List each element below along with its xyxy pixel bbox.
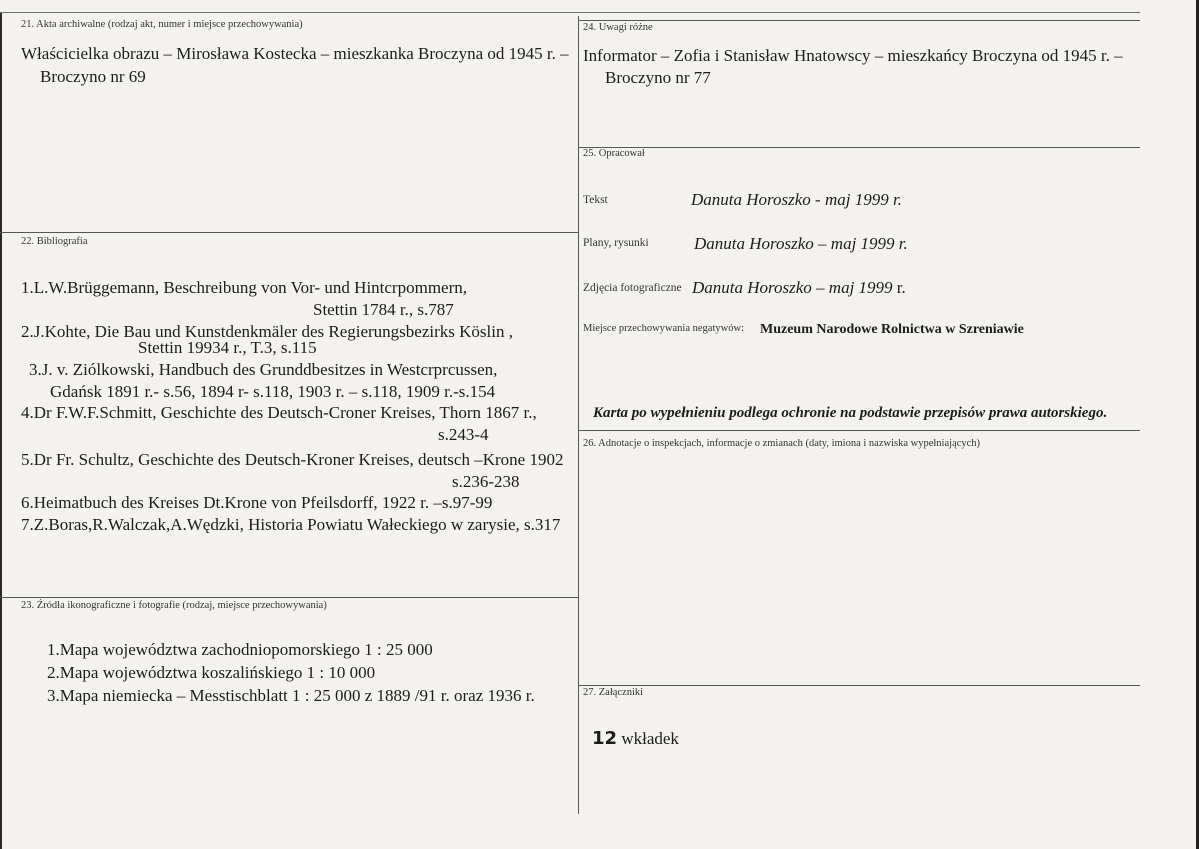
attachments-number: 12 — [592, 728, 618, 749]
bibliography-entry: 6.Heimatbuch des Kreises Dt.Krone von Pfeilsdorff, 1922 r. –s.97-99 — [21, 493, 493, 512]
zdjecia-author — [692, 276, 906, 299]
tekst-author: Danuta Horoszko - maj 1999 r. — [691, 190, 902, 209]
bibliography-entry: Stettin 1784 r., s.787 — [313, 300, 454, 319]
section-23-label: 23. Źródła ikonograficzne i fotografie (rodzaj, miejsce przechowywania) — [21, 600, 327, 611]
bibliography-entry: Gdańsk 1891 r.- s.56, 1894 r- s.118, 1903 r. – s.118, 1909 r.-s.154 — [50, 382, 496, 401]
column-divider — [578, 16, 579, 814]
zdjecia-author-name: Danuta Horoszko – maj 1999 — [692, 278, 893, 297]
bibliography-entry: 4.Dr F.W.F.Schmitt, Geschichte des Deutsch-Croner Kreises, Thorn 1867 r., — [21, 403, 537, 422]
copyright-notice: Karta po wypełnieniu podlega ochronie na podstawie przepisów prawa autorskiego. — [593, 405, 1108, 421]
bibliography-entry: 3.J. v. Ziólkowski, Handbuch des Grunddbesitzes in Westcrprcussen, — [29, 360, 498, 379]
attachments-text: wkładek — [617, 729, 679, 748]
zdjecia-author-suffix: r. — [892, 278, 906, 297]
section-26-label: 26. Adnotacje o inspekcjach, informacje o zmianach (daty, imiona i nazwiska wypełniających) — [583, 438, 981, 449]
section-21-line-1: Właścicielka obrazu – Mirosława Kostecka – mieszkanka Broczyna od 1945 r. – — [21, 44, 569, 63]
tekst-label: Tekst — [583, 194, 608, 206]
section-24-line-1: Informator – Zofia i Stanisław Hnatowscy – mieszkańcy Broczyna od 1945 r. – — [583, 46, 1123, 65]
attachments-count — [592, 727, 679, 750]
divider-24-25 — [578, 147, 1140, 148]
zdjecia-label: Zdjęcia fotograficzne — [583, 282, 682, 294]
section-25-label: 25. Opracował — [583, 148, 645, 159]
bibliography-entry: Stettin 19934 r., T.3, s.115 — [138, 338, 317, 357]
divider-25-26 — [578, 430, 1140, 431]
bibliography-entry: s.243-4 — [438, 425, 489, 444]
section-27-label: 27. Załączniki — [583, 687, 644, 698]
section-24-line-2: Broczyno nr 77 — [605, 68, 711, 87]
divider-26-27 — [578, 685, 1140, 686]
section-21-label: 21. Akta archiwalne (rodzaj akt, numer i miejsce przechowywania) — [21, 19, 303, 30]
plany-author: Danuta Horoszko – maj 1999 r. — [694, 234, 908, 253]
bibliography-entry: 1.L.W.Brüggemann, Beschreibung von Vor- und Hintcrpommern, — [21, 278, 468, 297]
frame-top-border — [0, 12, 1140, 13]
divider-top-right — [578, 20, 1140, 21]
section-24-label: 24. Uwagi różne — [583, 22, 653, 33]
divider-21-22 — [0, 232, 578, 233]
bibliography-entry: 2.J.Kohte, Die Bau und Kunstdenkmäler des Regierungsbezirks Köslin , — [21, 322, 513, 341]
miejsce-value: Muzeum Narodowe Rolnictwa w Szreniawie — [760, 322, 1024, 337]
bibliography-entry: 5.Dr Fr. Schultz, Geschichte des Deutsch-Kroner Kreises, deutsch –Krone 1902 — [21, 450, 564, 469]
bibliography-entry: 7.Z.Boras,R.Walczak,A.Wędzki, Historia Powiatu Wałeckiego w zarysie, s.317 — [21, 515, 561, 534]
divider-22-23 — [0, 597, 578, 598]
source-entry: 3.Mapa niemiecka – Messtischblatt 1 : 25 000 z 1889 /91 r. oraz 1936 r. — [47, 686, 535, 705]
source-entry: 2.Mapa województwa koszalińskiego 1 : 10 000 — [47, 663, 376, 682]
bibliography-entry: s.236-238 — [452, 472, 520, 491]
section-21-line-2: Broczyno nr 69 — [40, 67, 146, 86]
miejsce-label: Miejsce przechowywania negatywów: — [583, 323, 744, 334]
plany-label: Plany, rysunki — [583, 237, 649, 249]
section-22-label: 22. Bibliografia — [21, 236, 88, 247]
source-entry: 1.Mapa województwa zachodniopomorskiego 1 : 25 000 — [47, 640, 433, 659]
frame-left-border — [0, 12, 2, 849]
